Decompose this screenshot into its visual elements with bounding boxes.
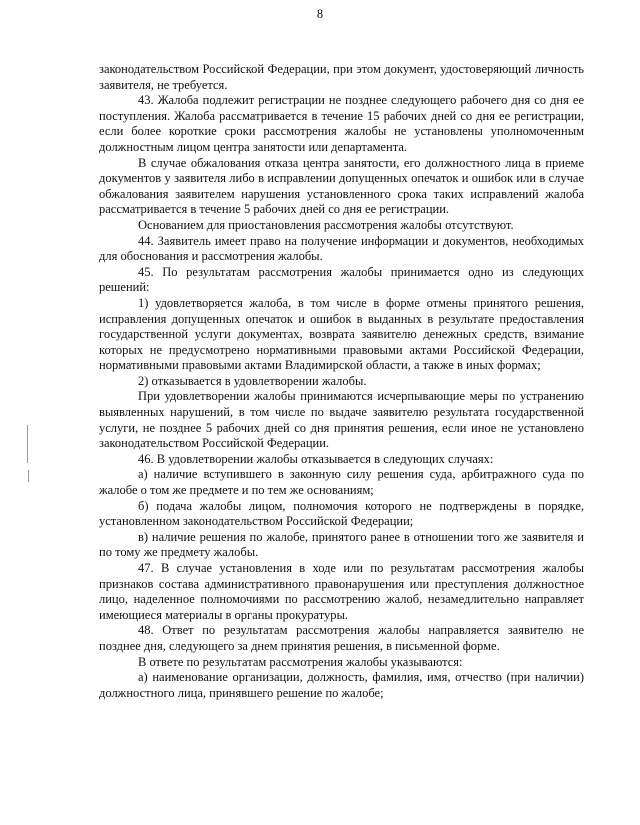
paragraph: законодательством Российской Федерации, при этом документ, удостоверяющий личность заявителя, не требуется. [99,62,584,92]
paragraph: 1) удовлетворяется жалоба, в том числе в форме отмены принятого решения, исправления допущенных опечаток и ошибок в выданных в результате предоставления государственной услуги документах, возврата заявителю денежных средств, взимание которых не предусмотрено нормативными правовыми актами Российской Федерации, нормативными правовыми актами Владимирской области, а также в иных формах; [99,295,584,373]
paragraph: 44. Заявитель имеет право на получение информации и документов, необходимых для обоснования и рассмотрения жалобы. [99,233,584,264]
paragraph: в) наличие решения по жалобе, принятого ранее в отношении того же заявителя и по тому же предмету жалобы. [99,529,584,560]
paragraph: а) наличие вступившего в законную силу решения суда, арбитражного суда по жалобе о том же предмете и по тем же основаниям; [99,467,584,498]
paragraph: 48. Ответ по результатам рассмотрения жалобы направляется заявителю не позднее дня, следующего за днем принятия решения, в письменной форме. [99,623,584,653]
paragraph: В ответе по результатам рассмотрения жалобы указываются: [138,654,463,669]
paragraph: Основанием для приостановления рассмотрения жалобы отсутствуют. [138,217,514,232]
scan-margin-mark [28,470,29,482]
paragraph: При удовлетворении жалобы принимаются исчерпывающие меры по устранению выявленных нарушений, в том числе по выдаче заявителю результата государственной услуги, не позднее 5 рабочих дней со дня принятия решения, если иное не установлено законодательством Российской Федерации. [99,389,584,451]
paragraph: В случае обжалования отказа центра занятости, его должностного лица в приеме документов у заявителя либо в исправлении допущенных опечаток и ошибок или в случае обжалования заявителем нарушения установленного срока таких исправлений жалоба рассматривается в течение 5 рабочих дней со дня ее регистрации. [99,155,584,217]
page-number: 8 [316,7,324,21]
paragraph: 45. По результатам рассмотрения жалобы принимается одно из следующих решений: [99,264,584,295]
paragraph: б) подача жалобы лицом, полномочия которого не подтверждены в порядке, установленном законодательством Российской Федерации; [99,498,584,529]
paragraph: 47. В случае установления в ходе или по результатам рассмотрения жалобы признаков состава административного правонарушения или преступления должностное лицо, наделенное полномочиями по рассмотрению жалоб, незамедлительно направляет имеющиеся материалы в органы прокуратуры. [99,561,584,622]
paragraph: 43. Жалоба подлежит регистрации не позднее следующего рабочего дня со дня ее поступления. Жалоба рассматривается в течение 15 рабочих дней со дня ее регистрации, если более короткие сроки рассмотрения жалобы не установлены уполномоченным должностным лицом центра занятости или департамента. [99,93,584,154]
document-body [99,62,584,701]
paragraph: 2) отказывается в удовлетворении жалобы. [138,373,367,388]
paragraph: а) наименование организации, должность, фамилия, имя, отчество (при наличии) должностного лица, принявшего решение по жалобе; [99,670,584,700]
scan-margin-mark [27,425,28,463]
paragraph: 46. В удовлетворении жалобы отказывается в следующих случаях: [138,451,494,466]
